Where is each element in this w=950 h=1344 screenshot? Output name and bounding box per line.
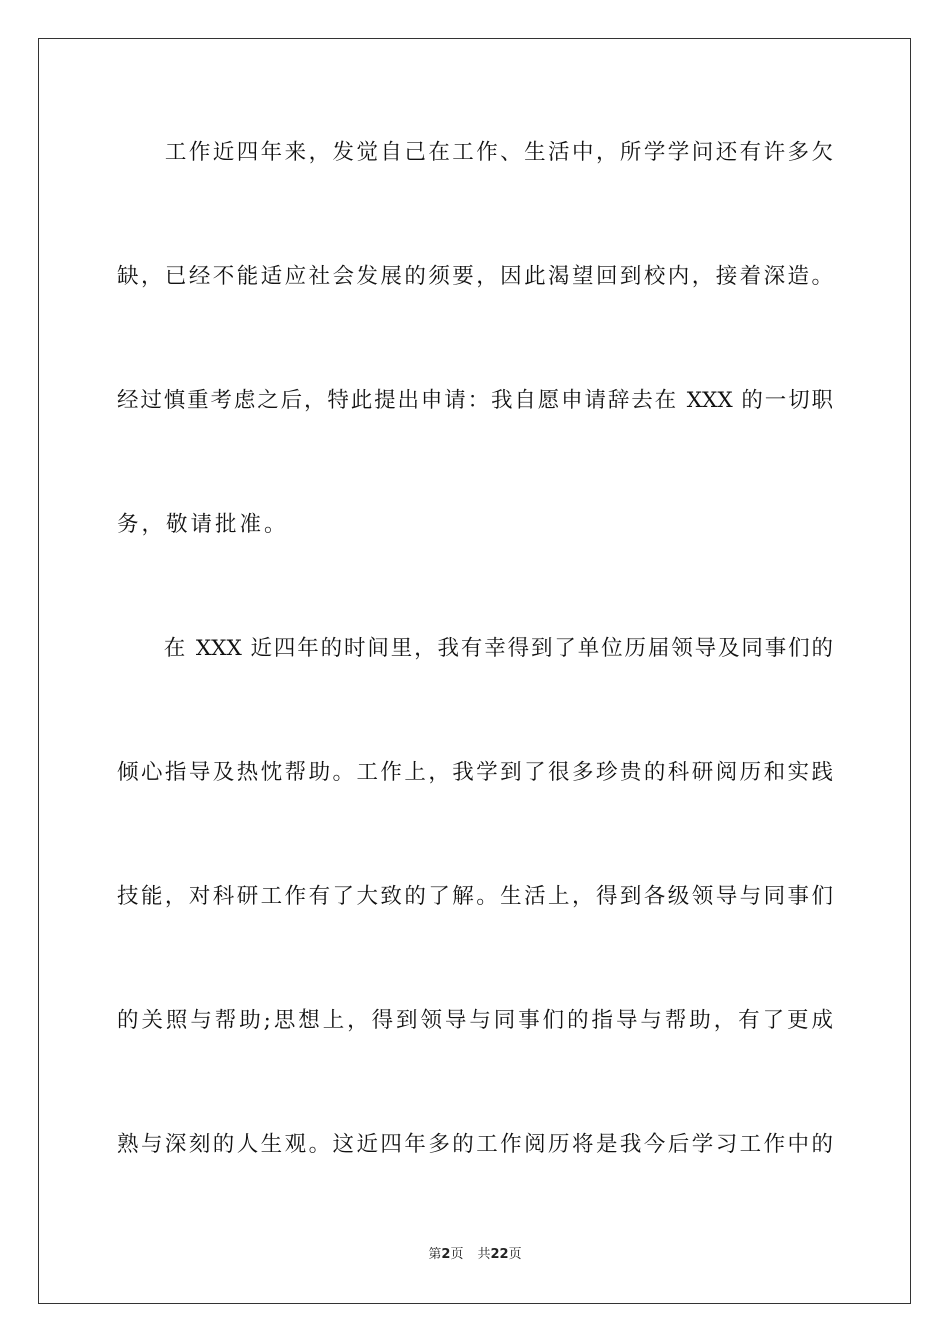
paragraph-2-line-5: 熟与深刻的人生观。这近四年多的工作阅历将是我今后学习工作中的 (117, 1132, 833, 1157)
paragraph-2-line-2: 倾心指导及热忱帮助。工作上，我学到了很多珍贵的科研阅历和实践 (117, 760, 833, 785)
page-border (38, 38, 911, 1304)
page-suffix: 页 (450, 1247, 464, 1262)
paragraph-1-line-2: 缺，已经不能适应社会发展的须要，因此渴望回到校内，接着深造。 (117, 264, 833, 289)
paragraph-1-line-1: 工作近四年来，发觉自己在工作、生活中，所学学问还有许多欠 (117, 140, 833, 165)
paragraph-2-line-1: 在 XXX 近四年的时间里，我有幸得到了单位历届领导及同事们的 (117, 636, 833, 661)
paragraph-1-line-4: 务，敬请批准。 (117, 512, 289, 537)
page-number: 2 (441, 1247, 451, 1262)
paragraph-2-line-4: 的关照与帮助;思想上，得到领导与同事们的指导与帮助，有了更成 (117, 1008, 833, 1033)
total-pages: 22 (490, 1247, 509, 1262)
page-footer (0, 1246, 950, 1264)
paragraph-2-line-3: 技能，对科研工作有了大致的了解。生活上，得到各级领导与同事们 (117, 884, 833, 909)
total-suffix: 页 (508, 1247, 522, 1262)
paragraph-1-line-3: 经过慎重考虑之后，特此提出申请：我自愿申请辞去在 XXX 的一切职 (117, 388, 833, 413)
total-prefix: 共 (477, 1247, 491, 1262)
page-prefix: 第 (428, 1247, 442, 1262)
